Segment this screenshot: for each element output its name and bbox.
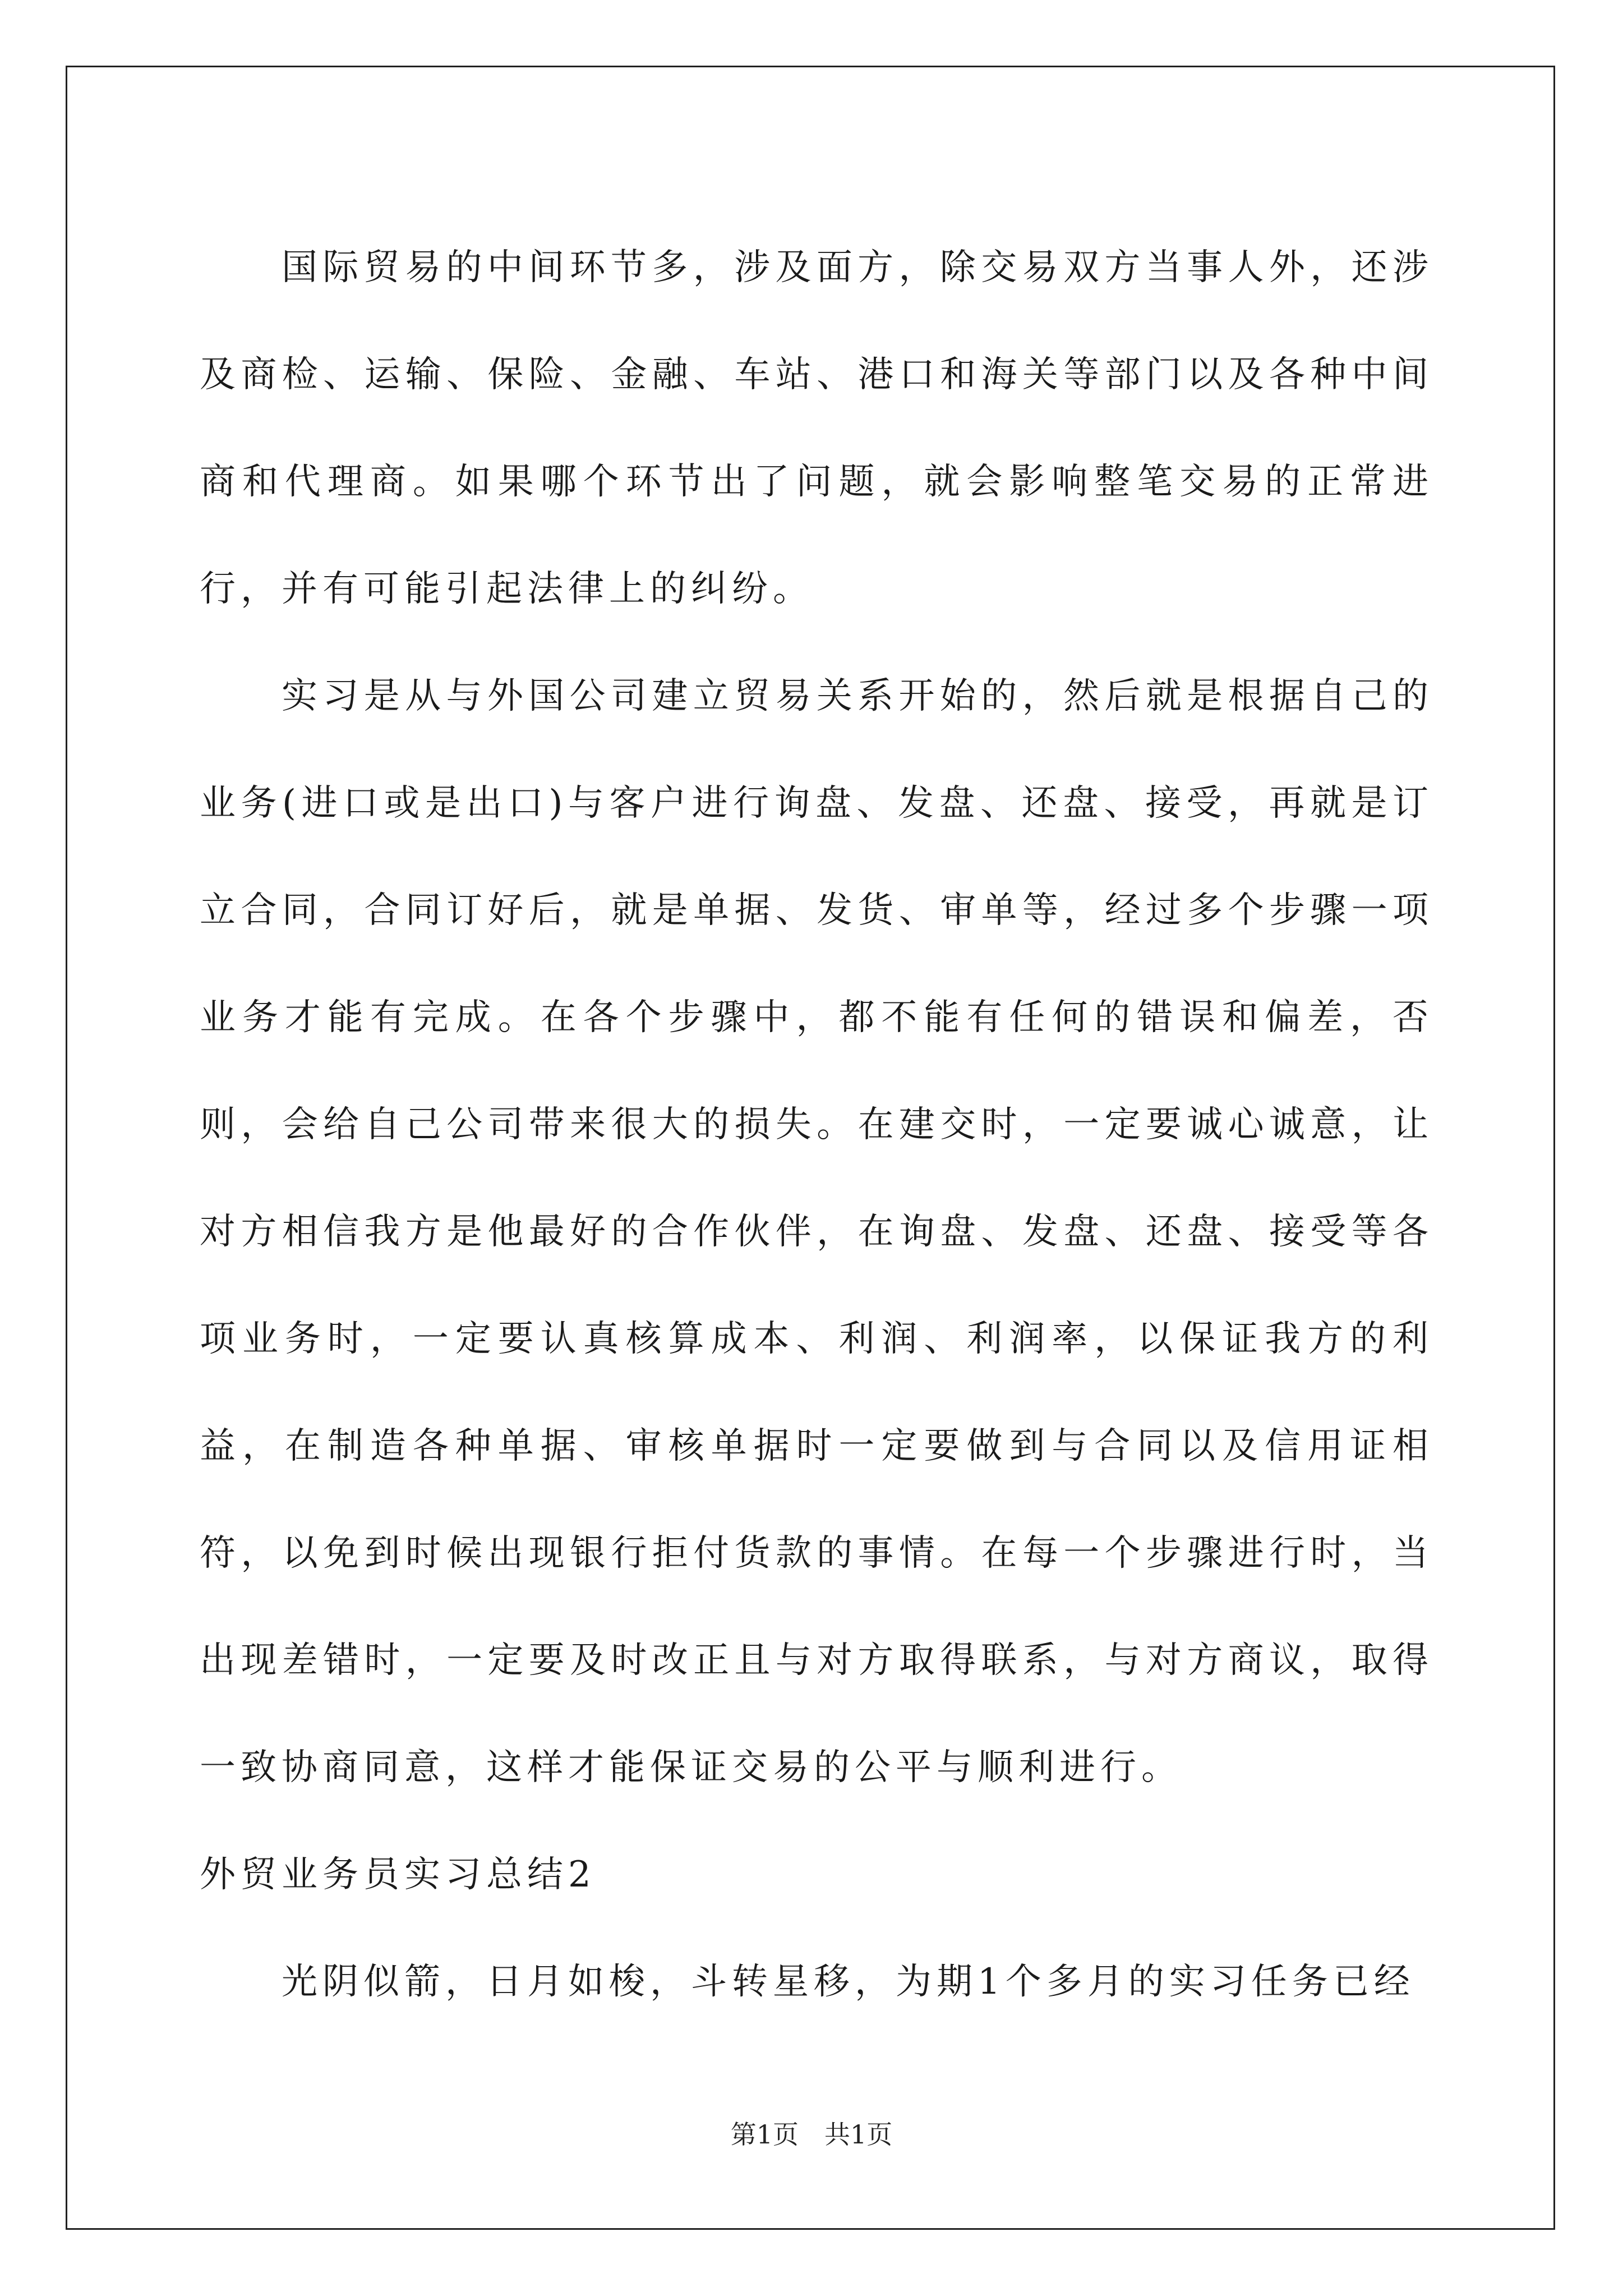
paragraph-trade-links: 国际贸易的中间环节多，涉及面方，除交易双方当事人外，还涉及商检、运输、保险、金融、车站、港口和海关等部门以及各种中间商和代理商。如果哪个环节出了问题，就会影响整笔交易的正常进行，并有可能引起法律上的纠纷。: [200, 247, 1433, 610]
page-total: 共1页: [824, 2119, 893, 2150]
page-number: 第1页: [730, 2119, 799, 2150]
paragraph-internship-process: 实习是从与外国公司建立贸易关系开始的，然后就是根据自己的业务(进口或是出口)与客户进行询盘、发盘、还盘、接受，再就是订立合同，合同订好后，就是单据、发货、审单等，经过多个步骤一项业务才能有完成。在各个步骤中，都不能有任何的错误和偏差，否则，会给自己公司带来很大的损失。在建交时，一定要诚心诚意，让对方相信我方是他最好的合作伙伴，在询盘、发盘、还盘、接受等各项业务时，一定要认真核算成本、利润、利润率，以保证我方的利益，在制造各种单据、审核单据时一定要做到与合同以及信用证相符，以免到时候出现银行拒付货款的事情。在每一个步骤进行时，当出现差错时，一定要及时改正且与对方取得联系，与对方商议，取得一致协商同意，这样才能保证交易的公平与顺利进行。: [200, 675, 1433, 1788]
document-body: [200, 214, 1433, 2036]
page-footer: [0, 2118, 1623, 2151]
section-heading: 外贸业务员实习总结2: [200, 1854, 596, 1895]
paragraph-time-flies: 光阴似箭，日月如梭，斗转星移，为期1个多月的实习任务已经: [282, 1961, 1415, 2003]
